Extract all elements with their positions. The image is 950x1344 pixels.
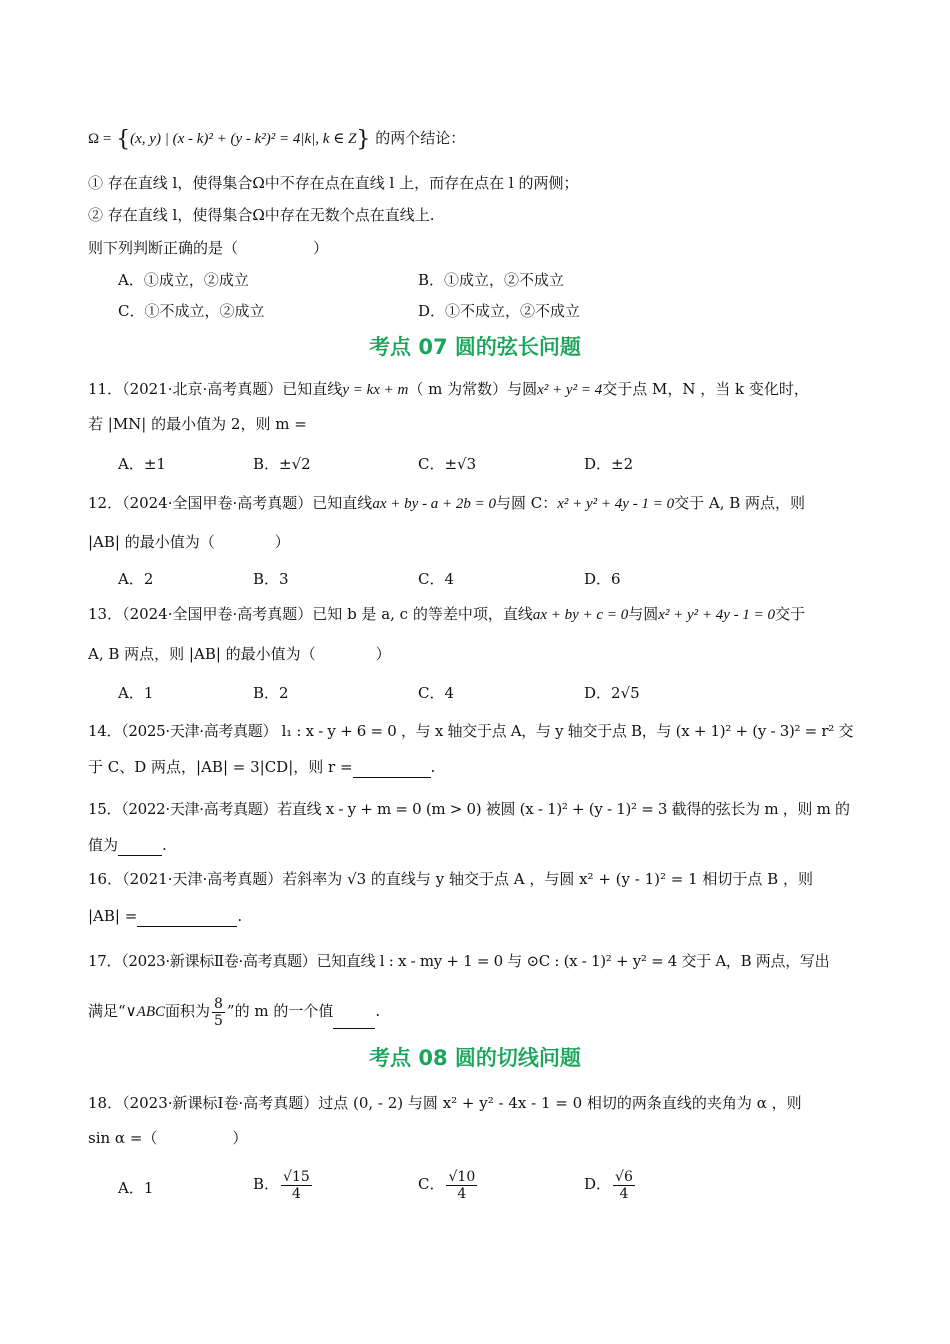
q18-d-den: 4 xyxy=(619,1185,629,1202)
option-d: D．①不成立，②不成立 xyxy=(418,302,581,320)
set-definition xyxy=(88,127,870,151)
q14-line2: 于 C、D 两点，|AB| = 3|CD|，则 r = . xyxy=(88,758,436,776)
q12-tail: 交于 A, B 两点，则 xyxy=(674,494,806,512)
q13-option-d: D．2√5 xyxy=(584,684,640,702)
brace-right: } xyxy=(356,127,371,152)
q11-option-b: B．±√2 xyxy=(253,455,311,473)
q13-option-b: B．2 xyxy=(253,684,289,702)
q18-d-label: D． xyxy=(584,1175,612,1193)
q17-triangle: ∨ABC xyxy=(125,1004,165,1020)
q12-line-eq: ax + by - a + 2b = 0 xyxy=(372,496,496,512)
q18-option-c xyxy=(418,1164,479,1204)
set-suffix: 的两个结论： xyxy=(375,129,466,147)
q12-line2: |AB| 的最小值为（ ） xyxy=(88,533,290,551)
section-title-08: 考点 08 圆的切线问题 xyxy=(369,1046,581,1070)
q16-line1: 16．（2021·天津·高考真题）若斜率为 √3 的直线与 y 轴交于点 A ，与圆 x² + (y - 1)² = 1 相切于点 B ，则 xyxy=(88,870,813,888)
q18-option-a: A．1 xyxy=(118,1179,154,1197)
q18-b-den: 4 xyxy=(291,1185,301,1202)
q11-option-a: A．±1 xyxy=(118,455,166,473)
q12-line1 xyxy=(88,492,870,515)
q18-line1: 18．（2023·新课标Ⅰ卷·高考真题）过点 (0, - 2) 与圆 x² + y² - 4x - 1 = 0 相切的两条直线的夹角为 α ，则 xyxy=(88,1094,802,1112)
q12-option-a: A．2 xyxy=(118,570,154,588)
q13-line2: A, B 两点，则 |AB| 的最小值为（ ） xyxy=(88,645,391,663)
q12-option-c: C．4 xyxy=(418,570,455,588)
q18-c-den: 4 xyxy=(457,1185,467,1202)
q18-d-num: √6 xyxy=(615,1168,633,1185)
q15-line2-text: 值为 xyxy=(88,836,119,854)
q18-line2: sin α =（ ） xyxy=(88,1129,248,1147)
q13-option-a: A．1 xyxy=(118,684,154,702)
q13-circle-eq: x² + y² + 4y - 1 = 0 xyxy=(658,607,776,623)
q17-fraction xyxy=(212,996,225,1029)
q11-option-d: D．±2 xyxy=(584,455,634,473)
q18-option-d xyxy=(584,1164,637,1204)
q13-line-eq: ax + by + c = 0 xyxy=(532,607,629,623)
q13-tail: 交于 xyxy=(775,605,806,623)
brace-left: { xyxy=(116,127,131,152)
q18-c-num: √10 xyxy=(448,1168,476,1185)
q17-answer-blank[interactable] xyxy=(333,1012,375,1029)
q17-post: ”的 m 的一个值 xyxy=(226,1002,334,1020)
set-expression: (x, y) | (x - k)² + (y - k²)² = 4|k|, k ∈ Z xyxy=(130,131,357,147)
q17-frac-den: 5 xyxy=(214,1012,223,1029)
q14-line1: 14．（2025·天津·高考真题） l₁ : x - y + 6 = 0 ，与 x 轴交于点 A，与 y 轴交于点 B，与 (x + 1)² + (y - 3)² = r² 交 xyxy=(88,722,854,740)
conclusion-1: ① 存在直线 l，使得集合Ω中不存在点在直线 l 上，而存在点在 l 的两侧； xyxy=(88,174,579,192)
q13-mid: 与圆 xyxy=(628,605,659,623)
option-c: C．①不成立，②成立 xyxy=(118,302,265,320)
q11-option-c: C．±√3 xyxy=(418,455,477,473)
q13-lead: 13．（2024·全国甲卷·高考真题）已知 b 是 a, c 的等差中项，直线 xyxy=(88,605,533,623)
q17-line2: 满足“∨ABC面积为 $\frac{8}{5}$ ”的 m 的一个值 . xyxy=(88,995,381,1029)
q15-line2: 值为 . xyxy=(88,836,167,854)
q14-line2-text: 于 C、D 两点，|AB| = 3|CD|，则 r = xyxy=(88,758,353,776)
q17-line1: 17．（2023·新课标Ⅱ卷·高考真题）已知直线 l : x - my + 1 = 0 与 ⊙C : (x - 1)² + y² = 4 交于 A，B 两点，写出 xyxy=(88,952,830,970)
conclusion-2: ② 存在直线 l，使得集合Ω中存在无数个点在直线上. xyxy=(88,206,435,224)
q17-pre: 满足“ xyxy=(88,1002,126,1020)
q11-line-eq: y = kx + m xyxy=(342,382,409,398)
q11-circle-eq: x² + y² = 4 xyxy=(537,382,603,398)
q12-mid: 与圆 C： xyxy=(496,494,558,512)
q18-c-fraction xyxy=(446,1169,477,1202)
section-title-07: 考点 07 圆的弦长问题 xyxy=(369,335,581,359)
q12-lead: 12．（2024·全国甲卷·高考真题）已知直线 xyxy=(88,494,373,512)
q18-b-num: √15 xyxy=(283,1168,310,1185)
q13-option-c: C．4 xyxy=(418,684,455,702)
q18-c-label: C． xyxy=(418,1175,445,1193)
option-b: B．①成立，②不成立 xyxy=(418,271,565,289)
q11-line1 xyxy=(88,378,870,401)
q12-option-d: D．6 xyxy=(584,570,621,588)
q14-answer-blank[interactable] xyxy=(353,761,431,778)
q18-option-b xyxy=(253,1164,314,1204)
q16-answer-blank[interactable] xyxy=(137,910,237,927)
option-a: A．①成立，②成立 xyxy=(118,271,249,289)
q18-b-fraction xyxy=(281,1169,312,1202)
q18-d-fraction xyxy=(613,1169,635,1202)
set-prefix: Ω = xyxy=(88,131,112,147)
q12-circle-eq: x² + y² + 4y - 1 = 0 xyxy=(557,496,675,512)
q17-area: 面积为 xyxy=(164,1002,210,1020)
q12-option-b: B．3 xyxy=(253,570,289,588)
question-prompt: 则下列判断正确的是（ ） xyxy=(88,239,329,257)
q15-line1: 15．（2022·天津·高考真题）若直线 x - y + m = 0 (m > 0) 被圆 (x - 1)² + (y - 1)² = 3 截得的弦长为 m ，则 m 的 xyxy=(88,800,850,818)
q13-line1 xyxy=(88,603,870,626)
q16-line2: |AB| = . xyxy=(88,907,243,925)
q16-line2-text: |AB| = xyxy=(88,907,138,925)
q11-tail: 交于点 M，N ，当 k 变化时， xyxy=(602,380,809,398)
q11-lead: 11．（2021·北京·高考真题）已知直线 xyxy=(88,380,343,398)
q15-answer-blank[interactable] xyxy=(118,839,162,856)
q11-mid: （ m 为常数）与圆 xyxy=(408,380,538,398)
q11-line2: 若 |MN| 的最小值为 2，则 m = xyxy=(88,415,307,433)
q17-frac-num: 8 xyxy=(214,995,223,1012)
q18-b-label: B． xyxy=(253,1175,280,1193)
